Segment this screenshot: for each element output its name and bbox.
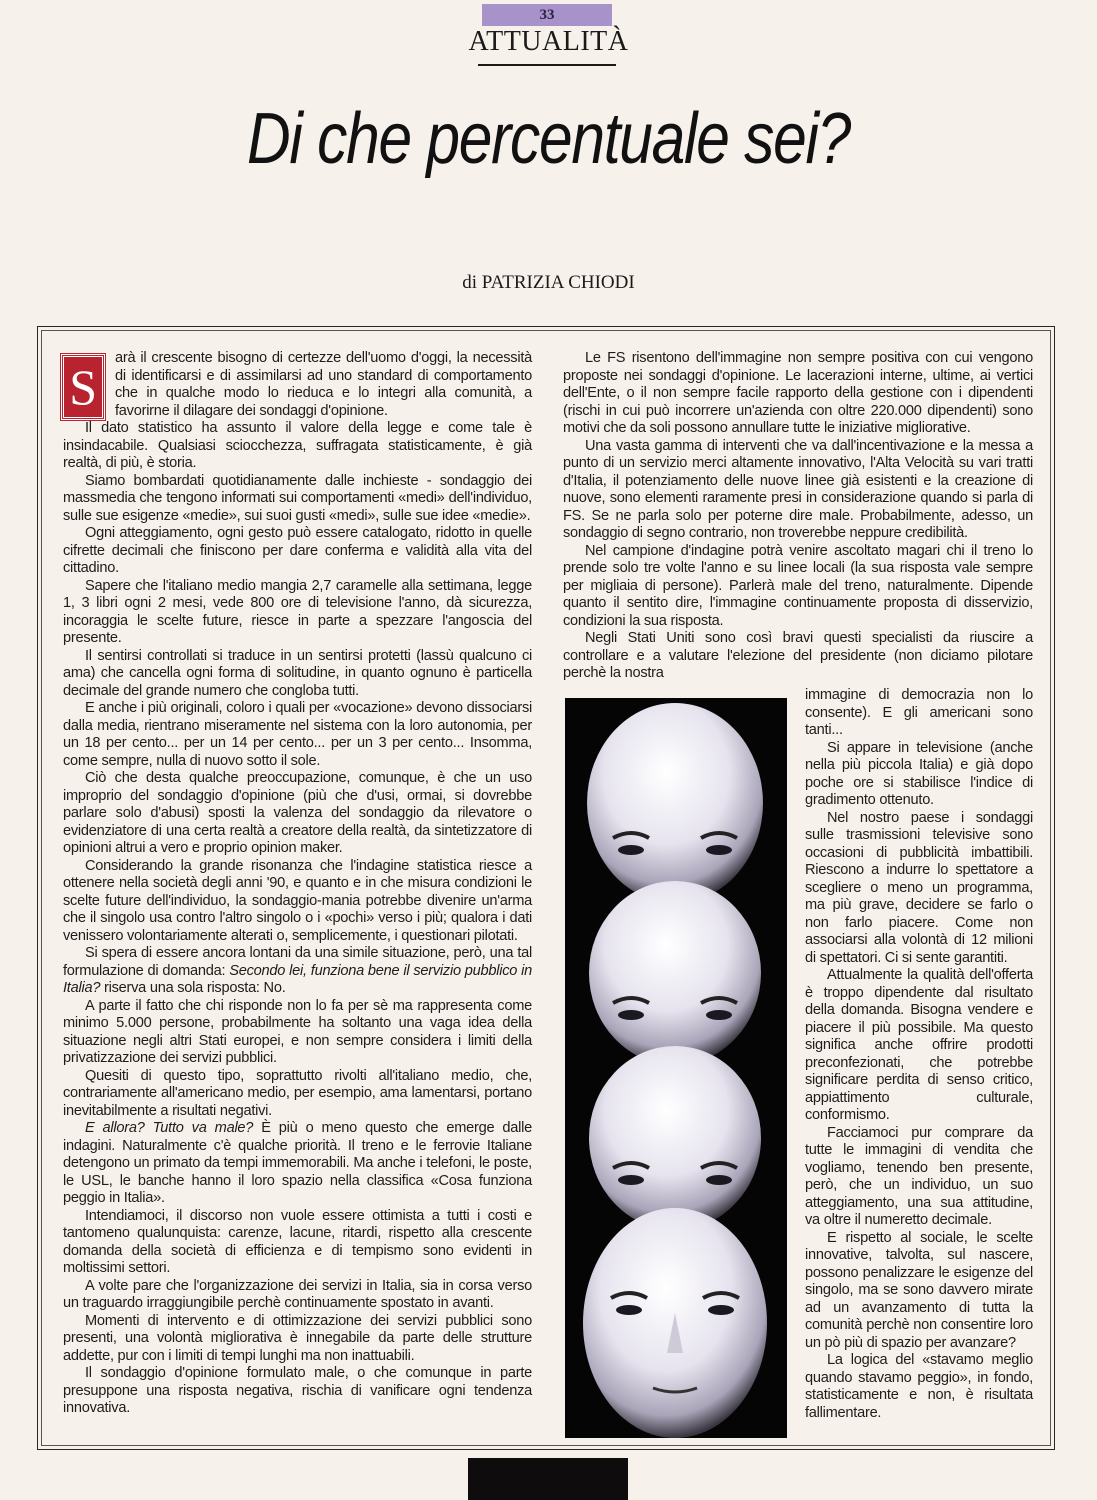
paragraph: Sapere che l'italiano medio mangia 2,7 caramelle alla settimana, legge 1, 3 libri ogni 2 mesi, vede 800 ore di televisione l'anno, dà sicurezza, incoraggia le scelte future, riesce in parte a spezzare l'angoscia del presente. bbox=[63, 577, 532, 646]
paragraph: La logica del «stavamo meglio quando stavamo peggio», in fondo, statisticamente e non, è risultata fallimentare. bbox=[805, 1352, 1033, 1421]
paragraph: Nel nostro paese i sondaggi sulle trasmissioni televisive sono occasioni di pubblicità imbattibili. Riescono a indurre lo spettatore a scegliere o meno un programma, ma più grave, decidere se farlo o non farlo piacere. Come non associarsi alla volontà di 12 milioni di spettatori. Ci si sente garantiti. bbox=[805, 809, 1033, 966]
paragraph: Negli Stati Uniti sono così bravi questi specialisti da riuscire a controllare e a valutare l'elezione del presidente (non diciamo pilotare perchè la nostra bbox=[563, 630, 1033, 681]
paragraph: S arà il crescente bisogno di certezze dell'uomo d'oggi, la necessità di identificarsi e di assimilarsi ad uno standard di comportamento che in qualche modo lo rieduca e lo integri alla comunità, a favorirne il dilagare dei sondaggi d'opinione. bbox=[63, 350, 532, 420]
paragraph: A parte il fatto che chi risponde non lo fa per sè ma rappresenta come minimo 5.000 persone, probabilmente ha soltanto una vaga idea della situazione negli altri Stati europei, e non sempre considera i limiti della privatizzazione dei servizi pubblici. bbox=[63, 997, 532, 1066]
paragraph: Considerando la grande risonanza che l'indagine statistica riesce a ottenere nella società degli anni '90, e quanto e in che misura condizioni le scelte future dell'individuo, la sondaggio-mania potrebbe divenire un'arma che il singolo usa contro l'altro singolo o i «pochi» verso i più; qualora i dati venissero volontariamente alterati o, semplicemente, i questionari pilotati. bbox=[63, 857, 532, 944]
paragraph: Si appare in televisione (anche nella più piccola Italia) e già dopo poche ore si stabilisce l'indice di gradimento ottenuto. bbox=[805, 739, 1033, 808]
face-2 bbox=[589, 881, 761, 1065]
article-title: Di che percentuale sei? bbox=[246, 99, 851, 179]
footer-bar bbox=[468, 1458, 628, 1500]
paragraph: Una vasta gamma di interventi che va dall'incentivazione e la messa a punto di un servizio merci altamente innovativo, l'Alta Velocità su vari tratti d'Italia, il potenziamento delle nuove linee già esistenti e la creazione di nuove, sono elementi raramente presi in considerazione quando si parla di FS. Se ne parla solo per poterne dire male. Probabilmente, adesso, un sondaggio di segno contrario, non troverebbe neppure credibilità. bbox=[563, 437, 1033, 541]
section-rule bbox=[478, 64, 616, 66]
paragraph: Si spera di essere ancora lontani da una simile situazione, però, una tal formulazione di domanda: Secondo lei, funziona bene il servizio pubblico in Italia? riserva una sola risposta: No. bbox=[63, 945, 533, 996]
byline: di PATRIZIA CHIODI bbox=[462, 272, 635, 293]
drop-cap: S bbox=[61, 354, 105, 420]
face-1 bbox=[587, 703, 763, 903]
paragraph: Attualmente la qualità dell'offerta è troppo dipendente dal risultato della domanda. Bisogna vendere e piacere il più possibile. Ma questo significa anche offrire prodotti preconfezionati, che potrebbe significare perdita di senso critico, appiattimento culturale, conformismo. bbox=[805, 967, 1033, 1123]
paragraph: E rispetto al sociale, le scelte innovative, talvolta, sul nascere, possono penalizzare le esigenze del singolo, ma se sono davvero mirate ad un avanzamento di tutta la comunità perchè non consentire loro un pò più di spazio per avanzare? bbox=[805, 1229, 1033, 1351]
paragraph: E anche i più originali, coloro i quali per «vocazione» devono dissociarsi dalla media, rientrano miseramente nel sistema con la loro autonomia, per un 18 per cento... per un 14 per cento... per un 3 per cento... Insomma, come sempre, nulla di nuovo sotto il sole. bbox=[63, 700, 532, 769]
paragraph: Siamo bombardati quotidianamente dalle inchieste - sondaggio dei massmedia che tengono informati sui comportamenti «medi» dell'individuo, sulle sue esigenze «medie», sui suoi gusti «medi», sulle sue idee «medie». bbox=[63, 472, 532, 524]
face-3 bbox=[589, 1046, 761, 1230]
left-column bbox=[63, 350, 532, 1418]
faces-illustration bbox=[565, 698, 787, 1438]
paragraph: A volte pare che l'organizzazione dei servizi in Italia, sia in corsa verso un traguardo irraggiungibile perchè continuamente spostato in avanti. bbox=[63, 1277, 532, 1311]
paragraph: Il sondaggio d'opinione formulato male, o che comunque in parte presuppone una risposta negativa, rischia di vanificare ogni tendenza innovativa. bbox=[63, 1365, 532, 1416]
paragraph: Facciamoci pur comprare da tutte le immagini di vendita che vogliamo, tenendo ben presente, però, che un individuo, un suo atteggiamento, una sua attitudine, va oltre il numeretto decimale. bbox=[805, 1124, 1033, 1228]
right-narrow-column bbox=[805, 687, 1033, 1422]
right-column bbox=[563, 350, 1033, 683]
paragraph: Il sentirsi controllati si traduce in un sentirsi protetti (lassù qualcuno ci ama) che cancella ogni forma di solitudine, in quanto ognuno è particella decimale del grande numero che congloba tutti. bbox=[63, 647, 532, 699]
section-heading: ATTUALITÀ bbox=[468, 26, 629, 57]
face-4 bbox=[583, 1208, 767, 1438]
paragraph: Momenti di intervento e di ottimizzazione dei servizi pubblici sono presenti, una volontà migliorativa è innegabile da parte delle strutture addette, pur con i limiti di tempi lunghi ma non inattuabili. bbox=[63, 1312, 532, 1364]
paragraph: Ogni atteggiamento, ogni gesto può essere catalogato, ridotto in quelle cifrette decimali che finiscono per dare conferma e validità alla vita del cittadino. bbox=[63, 525, 532, 576]
paragraph: Intendiamoci, il discorso non vuole essere ottimista a tutti i costi e tantomeno qualunquista: carenze, lacune, ritardi, rispetto alla crescente domanda della società di efficienza e di tempismo sono evidenti in moltissimi settori. bbox=[63, 1207, 532, 1276]
paragraph: Ciò che desta qualche preoccupazione, comunque, è che un uso improprio del sondaggio d'opinione (più che d'usi, ormai, si dovrebbe parlare solo d'abusi) sposti la valenza del sondaggio da rilevatore o evidenziatore di una certa realtà a creatore della realtà, da sintetizzatore di opinioni altrui a vero e proprio opinion maker. bbox=[63, 770, 532, 856]
paragraph: Il dato statistico ha assunto il valore della legge e come tale è insindacabile. Qualsiasi sciocchezza, suffragata statisticamente, è già realtà, di più, è storia. bbox=[63, 420, 532, 471]
paragraph: Le FS risentono dell'immagine non sempre positiva con cui vengono proposte nei sondaggi d'opinione. Le lacerazioni interne, ultime, ai vertici dell'Ente, o il non sempre facile rapporto della gestione con i dipendenti (rischi in cui può incorrere un'azienda con oltre 220.000 dipendenti) sono motivi che da soli possono annullare tutte le iniziative migliorative. bbox=[563, 350, 1033, 436]
paragraph: E allora? Tutto va male? È più o meno questo che emerge dalle indagini. Naturalmente c'è qualche priorità. Il treno e le ferrovie Italiane detengono un primato da tempi immemorabili. Ma anche i telefoni, le poste, le USL, le banche hanno il loro spazio nella classifica «Cosa funziona peggio in Italia». bbox=[63, 1120, 532, 1206]
page-number: 33 bbox=[482, 4, 612, 26]
paragraph: Nel campione d'indagine potrà venire ascoltato magari chi il treno lo prende solo tre volte l'anno e su linee locali (la sua risposta vale sempre per migliaia di persone). Parlerà male del treno, naturalmente. Dipende quanto il sentito dire, l'immagine continuamente proposta di disservizio, condizioni la sua risposta. bbox=[563, 542, 1033, 629]
faces-photo bbox=[565, 698, 787, 1438]
paragraph: immagine di democrazia non lo consente). E gli americani sono tanti... bbox=[805, 687, 1033, 738]
paragraph: Quesiti di questo tipo, soprattutto rivolti all'italiano medio, che, contrariamente all'americano medio, per esempio, ama lamentarsi, portano inevitabilmente a risultati negativi. bbox=[63, 1067, 532, 1119]
